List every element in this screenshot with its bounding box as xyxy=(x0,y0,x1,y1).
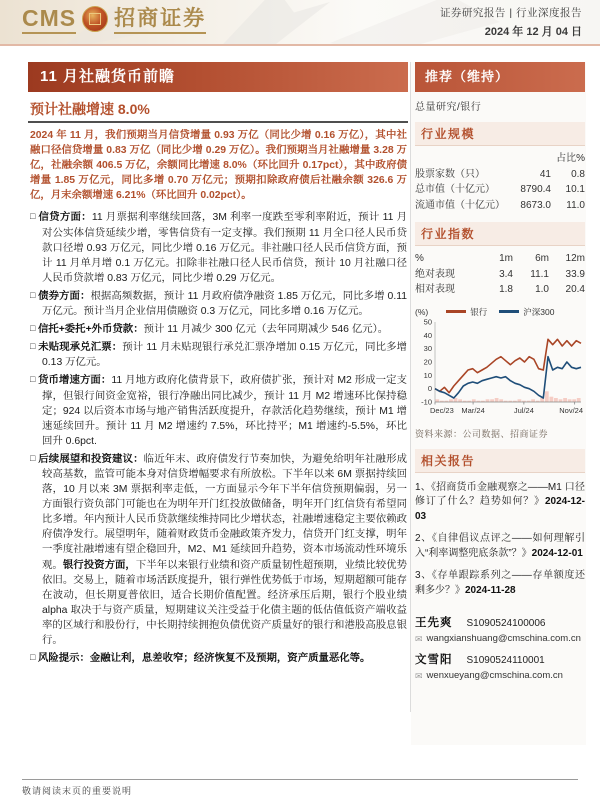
legend-item xyxy=(446,306,487,318)
industry-index-chart xyxy=(415,318,585,418)
table-header-row xyxy=(415,151,585,167)
row-value: 11.1 xyxy=(530,268,549,280)
analyst-email-row xyxy=(415,670,585,682)
related-report-link[interactable] xyxy=(415,569,585,598)
bullet-label: 银行投资方面， xyxy=(62,559,136,571)
legend-label: 沪深300 xyxy=(523,306,555,317)
analyst-name: 王先爽 xyxy=(415,617,453,629)
section-header-industry-scale: 行业规模 xyxy=(415,122,585,146)
banner-watermark-arrow-icon xyxy=(210,0,330,44)
analyst-email-row xyxy=(415,633,585,645)
volume-bar xyxy=(518,399,522,402)
row-label: 绝对表现 xyxy=(415,268,455,280)
report-title: 3、《存单跟踪系列之——存单额度还剩多少？》 xyxy=(415,570,585,596)
report-date: 2024 年 12 月 04 日 xyxy=(484,26,582,38)
table-row xyxy=(415,167,585,183)
row-label: 流通市值（十亿元） xyxy=(415,199,505,211)
index-performance-table xyxy=(415,251,585,298)
report-title: 2、《自律倡议点评之——如何理解引入“利率调整兜底条款”？》 xyxy=(415,533,585,559)
table-header-row xyxy=(415,251,585,267)
chart-source-note: 资料来源：公司数据、招商证券 xyxy=(415,428,549,439)
table-row xyxy=(415,182,585,198)
subtitle-divider xyxy=(28,121,408,123)
x-tick-label: Jul/24 xyxy=(513,405,534,415)
report-date: 2024-11-28 xyxy=(465,584,516,596)
analyst-license-id: S1090524110001 xyxy=(466,655,545,666)
table-row xyxy=(415,267,585,283)
analyst-row xyxy=(415,651,585,667)
bullet-label: 货币增速方面： xyxy=(38,375,112,387)
bullet-label: 债券方面： xyxy=(38,290,91,302)
rating-badge: 推荐（维持） xyxy=(415,62,585,92)
report-type-label: 证券研究报告 | 行业深度报告 xyxy=(439,7,582,19)
bullet-text: 预计 11 月减少 300 亿元（去年同期减少 546 亿元）。 xyxy=(143,324,389,336)
y-tick-label: 0 xyxy=(427,383,432,393)
volume-bar xyxy=(499,399,503,402)
bullet-item xyxy=(30,289,407,319)
row-value: 20.4 xyxy=(565,284,585,295)
chart-legend xyxy=(415,306,585,318)
volume-bar xyxy=(563,398,567,402)
lead-paragraph: 2024 年 11 月，我们预期当月信贷增量 0.93 万亿（同比少增 0.16 万亿），其中社融口径信贷增量 0.83 万亿（同比少增 0.29 万亿）。我们预期当月社融增量 3.28 万亿，社融余额 406.5 万亿，余额同比增速 8.0%（环比回升 0.17pct），其中政府债增量 1.85 万亿元，同比多增 0.70 万亿元；预期扣除政府债后社融余额 326.6 万亿，月末余额增速 6.21%（环比回升 0.02pct）。 xyxy=(30,130,407,202)
row-value: 8790.4 xyxy=(520,184,551,195)
row-pct: 10.1 xyxy=(565,184,585,195)
bullet-item xyxy=(30,322,407,337)
page-title: 11 月社融货币前瞻 xyxy=(28,62,408,92)
bullet-square-icon: □ xyxy=(30,211,39,222)
top-banner xyxy=(0,0,600,44)
bullet-label: 信贷方面： xyxy=(38,212,92,224)
header-meta xyxy=(440,5,582,39)
footer-divider xyxy=(22,779,578,780)
perf-col-header: % xyxy=(415,253,424,264)
row-value: 1.0 xyxy=(535,284,549,295)
industry-scale-table xyxy=(415,151,585,213)
cms-logo-text: CMS xyxy=(22,7,76,34)
sidebar xyxy=(415,98,585,682)
volume-bar xyxy=(472,399,476,402)
related-report-link[interactable] xyxy=(415,532,585,561)
volume-bar xyxy=(495,398,499,402)
cms-logo-cn-text: 招商证券 xyxy=(114,7,206,34)
legend-label: 银行 xyxy=(470,306,488,317)
report-body xyxy=(30,128,407,669)
row-value: 8673.0 xyxy=(520,199,551,211)
bullet-label: 未贴现承兑汇票： xyxy=(38,342,123,354)
row-label: 股票家数（只） xyxy=(415,168,485,180)
volume-bar xyxy=(550,396,554,401)
analyst-email-link[interactable]: wenxueyang@cmschina.com.cn xyxy=(426,670,563,681)
analyst-name: 文雪阳 xyxy=(415,654,453,666)
perf-col-header: 1m xyxy=(499,253,513,264)
bullet-label: 金融让利，息差收窄；经济恢复不及预期，资产质量恶化等。 xyxy=(89,653,371,665)
bullet-text: 11 月票据利率继续回落，3M 利率一度跌至零利率附近，预计 11 月对公实体信贷延续少增，零售信贷有一定支撑。我们预期 11 月全口径人民币贷款口径增 0.93 万亿元，同比少增 0.16 万亿元。非社融口径人民币信贷方面，预计 11 月单月增 0.1 万亿元。扣除非社融口径人民币信贷，预计 10 月社融口径人民币贷款增 0.83 万亿元，同比少增 0.29 万亿元。 xyxy=(42,212,408,284)
report-subtitle: 预计社融增速 8.0% xyxy=(30,101,150,117)
bullet-square-icon: □ xyxy=(30,374,39,385)
y-tick-label: 40 xyxy=(423,330,432,340)
volume-bar xyxy=(458,399,462,402)
bullet-square-icon: □ xyxy=(30,323,38,334)
bullet-text: 下半年以来银行业绩和资产质量韧性超预期，业绩比较优势依旧。交易上，随着市场活跃度提升，银行弹性优势低于市场，短期超额可能存在波动，但长期夏普依旧，适合长期价值配置。经济承压后期，银行个股业绩 alpha 取决于与资产质量，短期建议关注受益于化债主题的低估值低资产端收益率的区域行和股份行，中长期持续拥抱负债优资产质量好的银行和港股高股息银行。 xyxy=(42,559,408,646)
cms-logo xyxy=(22,6,206,34)
bullet-square-icon: □ xyxy=(30,452,39,463)
legend-swatch xyxy=(446,310,466,312)
analyst-email-link[interactable]: wangxianshuang@cmschina.com.cn xyxy=(426,633,581,644)
row-value: 33.9 xyxy=(565,268,585,280)
bullet-item xyxy=(30,340,407,370)
y-tick-label: 50 xyxy=(423,317,432,326)
row-value: 3.4 xyxy=(499,268,513,280)
row-value: 1.8 xyxy=(499,284,513,295)
row-value: 41 xyxy=(539,168,551,180)
cms-badge-icon xyxy=(82,6,108,32)
section-header-related-reports: 相关报告 xyxy=(415,449,585,473)
bullet-label: 信托+委托+外币贷款： xyxy=(37,324,144,336)
bullet-label: 后续展望和投资建议： xyxy=(38,453,144,465)
bullet-text: 根据高频数据，预计 11 月政府债净融资 1.85 万亿元，同比多增 0.11 万亿元。预计当月企业信用债融资 0.3 万亿元，同比多增 0.16 万亿元。 xyxy=(42,290,407,318)
envelope-icon: ✉ xyxy=(415,634,423,644)
row-label: 相对表现 xyxy=(415,284,455,295)
row-label: 总市值（十亿元） xyxy=(415,184,495,195)
volume-bar xyxy=(572,399,576,402)
x-tick-label: Mar/24 xyxy=(461,405,485,415)
bullet-square-icon: □ xyxy=(30,289,39,300)
volume-bar xyxy=(545,391,549,402)
row-pct: 0.8 xyxy=(571,168,585,180)
bullet-item xyxy=(30,210,407,285)
x-tick-label: Dec/23 xyxy=(430,405,454,415)
report-date: 2024-12-03 xyxy=(415,496,585,522)
legend-swatch xyxy=(499,310,519,312)
series-line-银行 xyxy=(435,339,581,392)
y-tick-label: 30 xyxy=(423,343,432,353)
volume-bar xyxy=(449,399,453,402)
envelope-icon: ✉ xyxy=(415,671,423,681)
y-tick-label: 10 xyxy=(423,370,432,380)
footer-note: 敬请阅读末页的重要说明 xyxy=(22,786,133,796)
row-pct: 11.0 xyxy=(566,199,585,211)
volume-bar xyxy=(486,399,490,402)
volume-bar xyxy=(490,399,494,402)
volume-bar xyxy=(435,399,439,402)
chart-y-axis-label: (%) xyxy=(415,306,429,317)
table-row xyxy=(415,282,585,298)
bullet-square-icon: □ xyxy=(30,341,39,352)
analyst-row xyxy=(415,614,585,630)
bullet-text: 11 月地方政府化债背景下，政府债扩张，预计对 M2 形成一定支撑，但银行间资金宽裕，银行净融出同比减少，预计 11 月 M2 增速环比保持稳定；924 以后资本市场与地产销售活跃度提升，存款活化趋势继续，预计 M1 增速延续回升。预计 11 月 M2 增速约 7.5%，环比持平；M1 增速约-5.5%，环比回升 0.6pct. xyxy=(42,375,408,447)
volume-bar xyxy=(531,399,535,402)
related-reports-list xyxy=(415,481,585,599)
report-date: 2024-12-01 xyxy=(531,547,583,559)
bullet-item xyxy=(30,651,407,666)
y-tick-label: -10 xyxy=(421,397,432,406)
bullet-text: 预计 11 月未贴现银行承兑汇票净增加 0.15 万亿元，同比多增 0.13 万亿元。 xyxy=(42,342,408,369)
bullet-label: 风险提示： xyxy=(37,653,90,665)
analyst-license-id: S1090524100006 xyxy=(466,618,546,629)
volume-bar xyxy=(577,398,581,402)
legend-item xyxy=(499,306,554,318)
perf-col-header: 12m xyxy=(565,253,585,264)
column-divider xyxy=(410,62,411,712)
report-title: 1、《招商货币金融观察之——M1 口径修订了什么？趋势如何？》 xyxy=(415,481,585,507)
bullet-item xyxy=(30,373,407,448)
volume-bar xyxy=(554,398,558,402)
volume-bar xyxy=(568,399,572,402)
y-tick-label: 20 xyxy=(423,357,432,366)
bullet-item xyxy=(30,452,407,648)
bullet-square-icon: □ xyxy=(30,652,38,663)
related-report-link[interactable] xyxy=(415,481,585,525)
research-category: 总量研究/银行 xyxy=(415,102,482,113)
analyst-list xyxy=(415,614,585,682)
perf-col-header: 6m xyxy=(535,253,549,264)
section-header-industry-index: 行业指数 xyxy=(415,222,585,246)
col-header-pct: 占比% xyxy=(556,153,585,164)
bullet-text: 临近年末、政府债发行节奏加快，为避免给明年社融形成较高基数，监管可能本身对信贷增幅要求有所放松。下半年以来 6M 票据持续回落，10 月以来 3M 票据利率走低，一方面显示今年下半年信贷预期偏弱，另一方面银行资负部门可能也在为明年开门红投放做储备，明年开门红信贷有希望同比多增。年内预计人民币贷款继续维持同比少增状态，社融增速稳定主要依赖政府债净发行。展望明年，随着财政货币金融政策齐发力，信贷开门红支撑，明年一季度社融增速有望企稳回升，M2、M1 延续回升趋势，资本市场流动性环境乐观。 xyxy=(42,453,408,571)
bullet-list xyxy=(30,210,407,666)
x-tick-label: Nov/24 xyxy=(559,405,583,415)
table-row xyxy=(415,198,585,214)
volume-bar xyxy=(559,399,563,402)
banner-divider xyxy=(0,44,600,46)
